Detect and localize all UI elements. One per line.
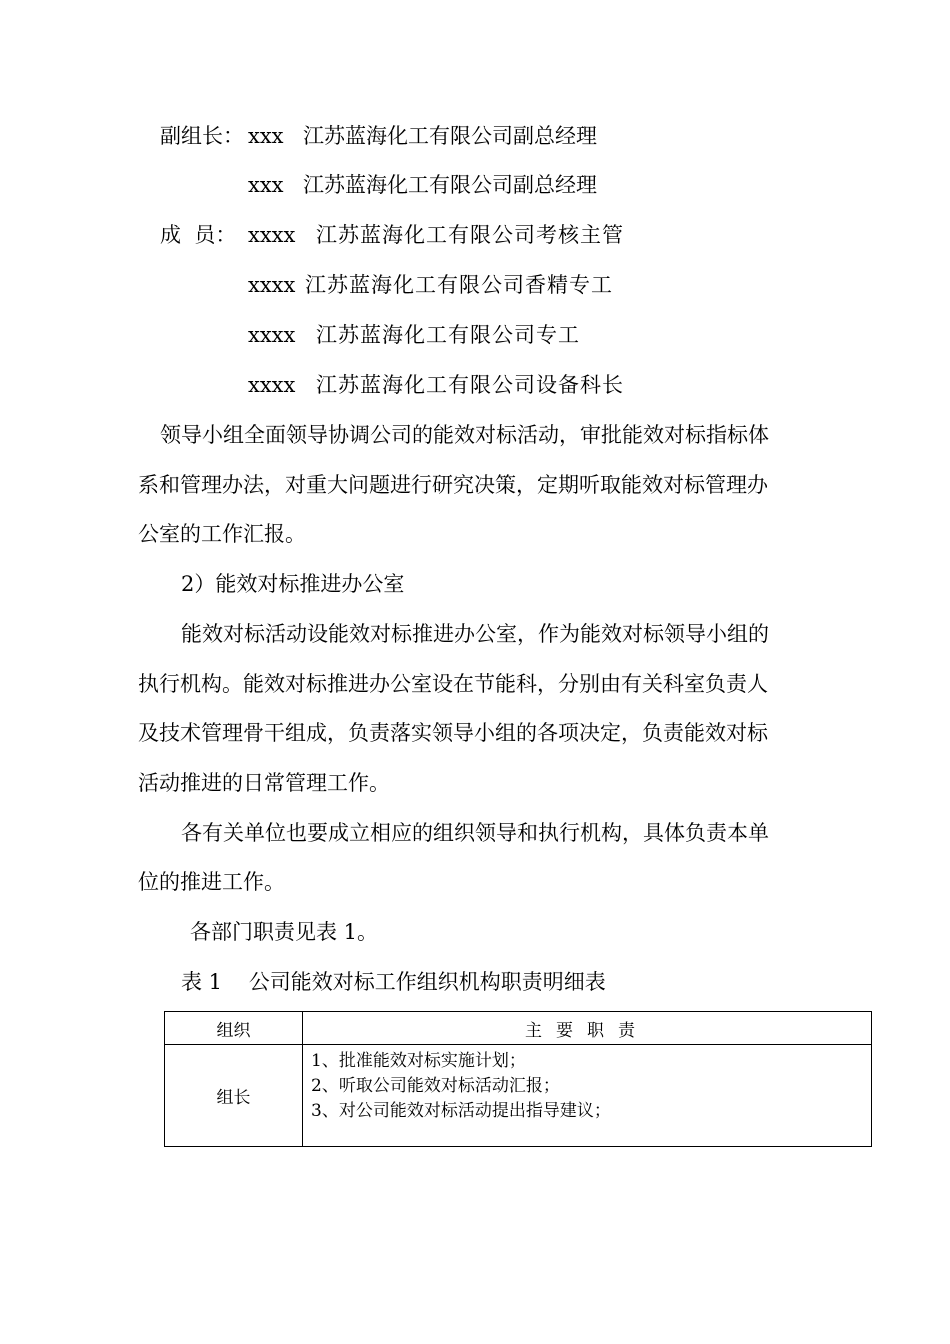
member-org: 江苏蓝海化工有限公司设备科长: [316, 373, 624, 397]
member-name: xxxx: [248, 373, 296, 397]
member-org: 江苏蓝海化工有限公司专工: [316, 323, 580, 347]
member-line-5: [248, 322, 580, 348]
paragraph-2-line-2: 执行机构。能效对标推进办公室设在节能科，分别由有关科室负责人: [138, 672, 768, 696]
member-line-6: [248, 372, 624, 398]
paragraph-4: 各部门职责见表 1。: [190, 920, 379, 944]
paragraph-1-line-3: 公室的工作汇报。: [138, 522, 306, 546]
member-line-1: [160, 123, 597, 149]
member-line-4: [248, 272, 613, 298]
paragraph-1-line-1: 领导小组全面领导协调公司的能效对标活动，审批能效对标指标体: [160, 423, 769, 447]
member-name: xxxx: [248, 223, 296, 247]
member-org: 江苏蓝海化工有限公司考核主管: [316, 223, 624, 247]
duties-table: [164, 1011, 872, 1147]
member-org: 江苏蓝海化工有限公司副总经理: [303, 124, 597, 148]
member-name: xxx: [248, 124, 284, 148]
member-role-label: 副组长：: [160, 124, 244, 148]
duty-item: 1、批准能效对标实施计划；: [311, 1051, 526, 1071]
table-caption: 表 1 公司能效对标工作组织机构职责明细表: [181, 970, 606, 994]
member-name: xxxx: [248, 323, 296, 347]
duty-item: 3、对公司能效对标活动提出指导建议；: [311, 1101, 611, 1121]
paragraph-3-line-1: 各有关单位也要成立相应的组织领导和执行机构，具体负责本单: [181, 821, 769, 845]
paragraph-2-line-3: 及技术管理骨干组成，负责落实领导小组的各项决定，负责能效对标: [138, 721, 768, 745]
table-row: [165, 1045, 872, 1147]
member-org: 江苏蓝海化工有限公司副总经理: [303, 173, 597, 197]
member-name: xxxx: [248, 273, 296, 297]
member-line-3: [160, 222, 624, 248]
table-cell-org: 组长: [165, 1045, 303, 1147]
paragraph-3-line-2: 位的推进工作。: [138, 870, 285, 894]
paragraph-2-line-1: 能效对标活动设能效对标推进办公室，作为能效对标领导小组的: [181, 622, 769, 646]
section-heading: 2）能效对标推进办公室: [181, 572, 405, 596]
table-header-row: [165, 1012, 872, 1045]
member-line-2: [248, 172, 597, 198]
table-header-duties: 主要职责: [303, 1012, 872, 1045]
member-org: 江苏蓝海化工有限公司香精专工: [305, 273, 613, 297]
paragraph-1-line-2: 系和管理办法，对重大问题进行研究决策，定期听取能效对标管理办: [138, 473, 768, 497]
member-name: xxx: [248, 173, 284, 197]
table-header-org: 组织: [165, 1012, 303, 1045]
duty-item: 2、听取公司能效对标活动汇报；: [311, 1076, 560, 1096]
paragraph-2-line-4: 活动推进的日常管理工作。: [138, 771, 390, 795]
table-cell-duties: [303, 1045, 872, 1147]
member-role-label: 成 员：: [160, 223, 237, 247]
